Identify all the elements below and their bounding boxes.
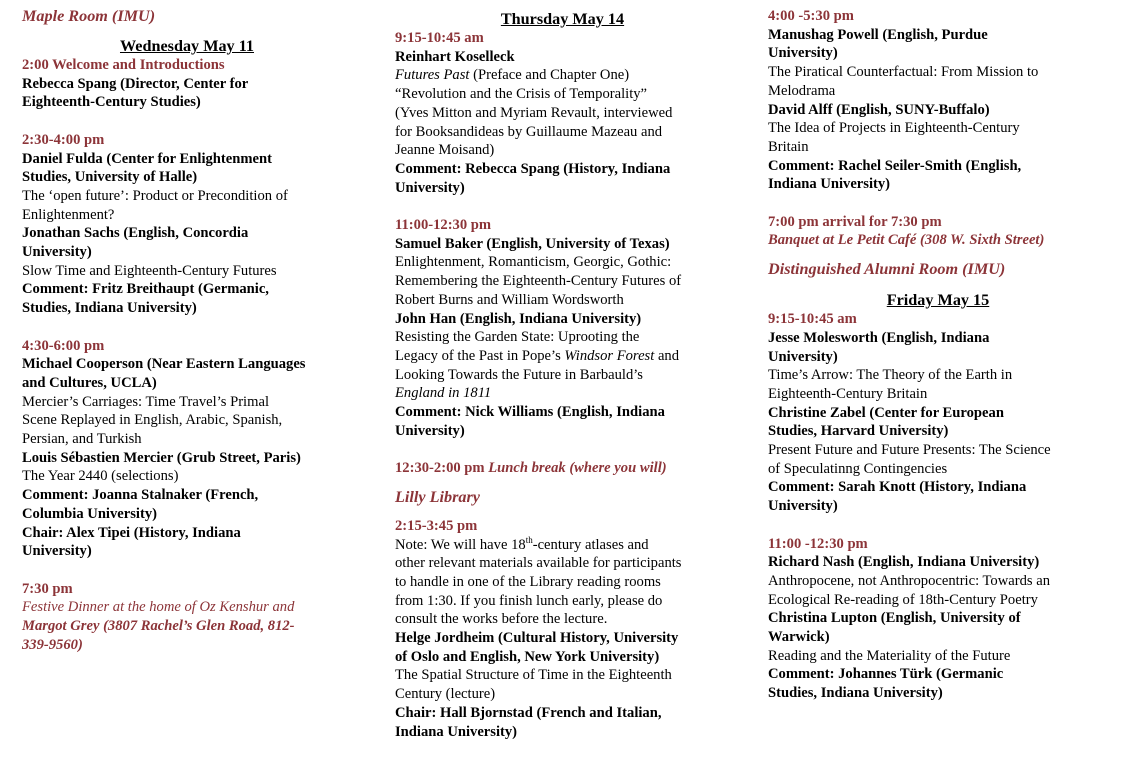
talk-title: Enlightenment, Romanticism, Georgic, Gothic: — [395, 254, 672, 271]
talk-title: Enlightenment? — [22, 206, 115, 223]
talk-title: Resisting the Garden State: Uprooting the — [395, 329, 640, 346]
commentator-affiliation: Indiana University) — [768, 176, 891, 193]
commentator: Comment: Johannes Türk (Germanic — [768, 666, 1004, 683]
reading-title: “Revolution and the Crisis of Temporality” — [395, 86, 648, 103]
talk-title: Looking Towards the Future in Barbauld’s — [395, 366, 643, 383]
talk-title: Remembering the Eighteenth-Century Futures of — [395, 273, 682, 290]
note-text: consult the works before the lecture. — [395, 611, 608, 628]
talk-title: The Year 2440 (selections) — [22, 468, 179, 485]
speaker-affiliation: University) — [22, 244, 92, 261]
event-phone: 339-9560) — [22, 636, 83, 653]
session-2-15 — [395, 517, 730, 741]
commentator-affiliation: University) — [395, 422, 465, 439]
session-time: 7:00 pm arrival for 7:30 pm — [768, 213, 942, 230]
day-heading-friday: Friday May 15 — [886, 291, 990, 310]
room-heading-maple: Maple Room (IMU) — [22, 7, 156, 25]
session-welcome — [22, 56, 352, 112]
commentator: Comment: Rachel Seiler-Smith (English, — [768, 157, 1022, 174]
speaker-affiliation: Studies, University of Halle) — [22, 169, 198, 186]
session-time: 4:00 -5:30 pm — [768, 8, 854, 24]
book-title: Futures Past — [395, 67, 470, 84]
session-time: 11:00 -12:30 pm — [768, 535, 868, 552]
reading-note: Jeanne Moisand) — [395, 142, 495, 159]
talk-title: Britain — [768, 138, 809, 155]
session-4-30 — [22, 337, 352, 561]
room-heading-lilly: Lilly Library — [395, 487, 480, 506]
talk-title: Reading and the Materiality of the Future — [768, 647, 1011, 664]
event-description: Banquet at Le Petit Café (308 W. Sixth Street) — [768, 232, 1045, 249]
commentator: Comment: Rebecca Spang (History, Indiana — [395, 160, 671, 177]
room-heading-alumni: Distinguished Alumni Room (IMU) — [768, 260, 1006, 279]
commentator-affiliation: University) — [768, 498, 838, 515]
work-title: England in 1811 — [395, 385, 492, 402]
commentator: Comment: Nick Williams (English, Indiana — [395, 404, 665, 421]
session-time: 2:15-3:45 pm — [395, 517, 478, 534]
column-wednesday — [22, 0, 352, 654]
reading-note: for Booksandideas by Guillaume Mazeau and — [395, 123, 663, 140]
reading-chapters: (Preface and Chapter One) — [469, 67, 630, 84]
note-text: Note: We will have 18th-century atlases and — [395, 534, 649, 553]
session-time: 7:30 pm — [22, 580, 73, 597]
commentator: Comment: Fritz Breithaupt (Germanic, — [22, 281, 269, 298]
event-address: Margot Grey (3807 Rachel’s Glen Road, 812- — [22, 618, 295, 635]
chair: Chair: Alex Tipei (History, Indiana — [22, 524, 241, 541]
talk-title: Robert Burns and William Wordsworth — [395, 291, 624, 308]
speaker: Jonathan Sachs (English, Concordia — [22, 225, 249, 242]
talk-title: The Piratical Counterfactual: From Mission to — [768, 64, 1039, 81]
note-text: other relevant materials available for participants — [395, 555, 682, 572]
speaker: Jesse Molesworth (English, Indiana — [768, 329, 990, 346]
session-time: 2:30-4:00 pm — [22, 131, 105, 148]
session-11-00 — [395, 216, 730, 440]
day-heading-wednesday: Wednesday May 11 — [119, 37, 254, 55]
commentator-affiliation: Studies, Indiana University) — [768, 685, 943, 702]
speaker-affiliation: Warwick) — [768, 629, 830, 646]
session-dinner — [22, 580, 352, 655]
talk-title: The ‘open future’: Product or Precondition of — [22, 187, 288, 204]
speaker: David Alff (English, SUNY-Buffalo) — [768, 101, 990, 118]
talk-title: of Speculatinng Contingencies — [768, 460, 948, 477]
speaker: Daniel Fulda (Center for Enlightenment — [22, 150, 272, 167]
talk-title: Melodrama — [768, 82, 836, 99]
session-4-00 — [768, 7, 1108, 194]
column-thursday — [395, 0, 730, 741]
lunch-description: Lunch break (where you will) — [488, 460, 667, 477]
session-time: 2:00 Welcome and Introductions — [22, 57, 225, 73]
note-text: to handle in one of the Library reading rooms — [395, 573, 661, 590]
column-thursday-friday — [768, 0, 1108, 703]
speaker: Louis Sébastien Mercier (Grub Street, Paris) — [22, 449, 301, 466]
session-9-15 — [395, 29, 730, 197]
chair-affiliation: Indiana University) — [395, 723, 518, 740]
commentator: Comment: Sarah Knott (History, Indiana — [768, 479, 1027, 496]
talk-title: The Idea of Projects in Eighteenth-Century — [768, 120, 1020, 137]
session-banquet — [768, 213, 1108, 250]
talk-title: Anthropocene, not Anthropocentric: Towards an — [768, 572, 1050, 589]
speaker-affiliation: Studies, Harvard University) — [768, 423, 949, 440]
speaker: Manushag Powell (English, Purdue — [768, 26, 988, 43]
speaker-affiliation: University) — [768, 45, 838, 62]
speaker-affiliation: and Cultures, UCLA) — [22, 374, 157, 391]
author: Reinhart Koselleck — [395, 48, 515, 65]
session-time: 12:30-2:00 pm — [395, 460, 489, 477]
session-time: 11:00-12:30 pm — [395, 217, 492, 234]
lunch-break — [395, 459, 730, 478]
note-text: from 1:30. If you finish lunch early, please do — [395, 592, 663, 609]
speaker-affiliation: of Oslo and English, New York University) — [395, 648, 660, 665]
chair: Chair: Hall Bjornstad (French and Italian, — [395, 704, 662, 721]
talk-title: Mercier’s Carriages: Time Travel’s Primal — [22, 393, 269, 410]
session-friday-11-00 — [768, 535, 1108, 703]
commentator-affiliation: University) — [395, 179, 465, 196]
chair-affiliation: University) — [22, 543, 92, 560]
talk-title: Time’s Arrow: The Theory of the Earth in — [768, 367, 1013, 384]
speaker: Christina Lupton (English, University of — [768, 610, 1021, 627]
commentator: Comment: Joanna Stalnaker (French, — [22, 487, 259, 504]
speaker: Helge Jordheim (Cultural History, University — [395, 630, 679, 647]
session-time: 9:15-10:45 am — [768, 311, 857, 328]
speaker-affiliation: University) — [768, 348, 838, 365]
talk-title: The Spatial Structure of Time in the Eighteenth — [395, 667, 672, 684]
session-2-30 — [22, 131, 352, 318]
session-time: 4:30-6:00 pm — [22, 337, 105, 354]
commentator-affiliation: Studies, Indiana University) — [22, 300, 197, 317]
talk-title: Persian, and Turkish — [22, 431, 142, 448]
speaker: Michael Cooperson (Near Eastern Languages — [22, 356, 306, 373]
speaker: Rebecca Spang (Director, Center for — [22, 75, 249, 92]
work-title: Windsor Forest — [564, 347, 655, 364]
speaker: Richard Nash (English, Indiana University) — [768, 554, 1040, 571]
commentator-affiliation: Columbia University) — [22, 505, 157, 522]
talk-title: Legacy of the Past in Pope’s Windsor Forest and — [395, 347, 680, 364]
speaker: Christine Zabel (Center for European — [768, 404, 1004, 421]
speaker-affiliation: Eighteenth-Century Studies) — [22, 94, 201, 111]
talk-title: Slow Time and Eighteenth-Century Futures — [22, 262, 277, 279]
speaker: Samuel Baker (English, University of Texas) — [395, 235, 670, 252]
talk-title: Scene Replayed in English, Arabic, Spanish, — [22, 412, 283, 429]
reading-note: (Yves Mitton and Myriam Revault, interviewed — [395, 104, 673, 121]
event-description: Festive Dinner at the home of Oz Kenshur and — [22, 599, 295, 616]
talk-title: Eighteenth-Century Britain — [768, 385, 928, 402]
talk-title: Present Future and Future Presents: The Science — [768, 442, 1051, 459]
session-time: 9:15-10:45 am — [395, 30, 484, 46]
reading-title — [395, 66, 730, 85]
talk-title: Ecological Re-reading of 18th-Century Poetry — [768, 591, 1038, 608]
session-friday-9-15 — [768, 310, 1108, 516]
speaker: John Han (English, Indiana University) — [395, 310, 642, 327]
day-heading-thursday: Thursday May 14 — [500, 10, 625, 28]
talk-title: Century (lecture) — [395, 686, 496, 703]
